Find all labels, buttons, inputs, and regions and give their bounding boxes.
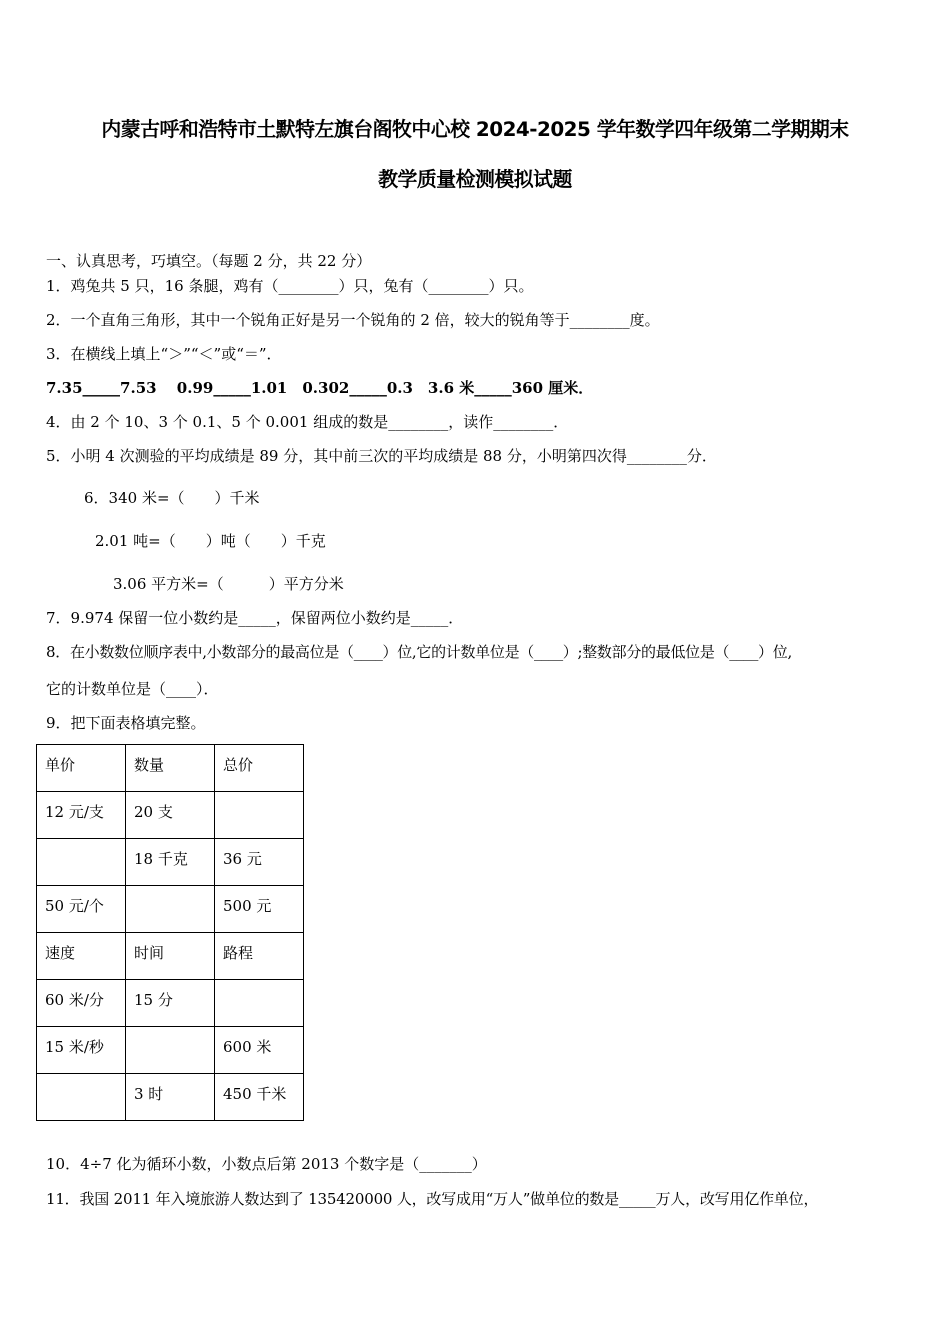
table-cell: 15 分: [126, 980, 215, 1027]
table-cell: 路程: [215, 933, 304, 980]
table-cell: 总价: [215, 745, 304, 792]
table-cell: [126, 886, 215, 933]
question-11: 11．我国 2011 年入境旅游人数达到了 135420000 人，改写成用“万人”做单位的数是_____万人，改写用亿作单位，: [46, 1190, 819, 1208]
table-cell: 3 时: [126, 1074, 215, 1121]
table-cell: 50 元/个: [37, 886, 126, 933]
table-cell: 12 元/支: [37, 792, 126, 839]
question-3-items: 7.35_____7.53 0.99_____1.01 0.302_____0.3 3.6 米_____360 厘米．: [46, 379, 594, 397]
question-1: 1．鸡兔共 5 只，16 条腿，鸡有（________）只，兔有（________）只。: [46, 277, 534, 295]
table-row: [37, 792, 304, 839]
question-2: 2．一个直角三角形，其中一个锐角正好是另一个锐角的 2 倍，较大的锐角等于________度。: [46, 311, 660, 329]
table-cell: [215, 792, 304, 839]
table-cell: 单价: [37, 745, 126, 792]
table-cell: [215, 980, 304, 1027]
table-cell: [126, 1027, 215, 1074]
doc-title-line1: 内蒙古呼和浩特市土默特左旗台阁牧中心校 2024-2025 学年数学四年级第二学期期末: [101, 118, 849, 141]
table-cell: [37, 1074, 126, 1121]
question-3: 3．在横线上填上“＞”“＜”或“＝”．: [46, 345, 282, 363]
table-row: [37, 886, 304, 933]
section-heading: 一、认真思考，巧填空。（每题 2 分，共 22 分）: [46, 252, 372, 270]
question-7: 7．9.974 保留一位小数约是_____，保留两位小数约是_____．: [46, 609, 464, 627]
fill-in-table: [36, 744, 304, 1121]
table-row: [37, 745, 304, 792]
question-4: 4．由 2 个 10、3 个 0.1、5 个 0.001 组成的数是________，读作________．: [46, 413, 569, 431]
table-cell: 18 千克: [126, 839, 215, 886]
question-8-line2: 它的计数单位是（____）．: [46, 680, 219, 698]
table-row: [37, 933, 304, 980]
table-row: [37, 1027, 304, 1074]
question-10: 10．4÷7 化为循环小数，小数点后第 2013 个数字是（_______）: [46, 1155, 487, 1173]
table-cell: 450 千米: [215, 1074, 304, 1121]
table-cell: 500 元: [215, 886, 304, 933]
question-9: 9．把下面表格填完整。: [46, 714, 206, 732]
table-cell: 数量: [126, 745, 215, 792]
table-cell: [37, 839, 126, 886]
table-cell: 15 米/秒: [37, 1027, 126, 1074]
question-6b: 2.01 吨=（ ）吨（ ）千克: [95, 532, 326, 550]
table-cell: 36 元: [215, 839, 304, 886]
table-row: [37, 1074, 304, 1121]
doc-title-line2: 教学质量检测模拟试题: [378, 168, 572, 191]
question-6c: 3.06 平方米=（ ）平方分米: [113, 575, 344, 593]
table-cell: 60 米/分: [37, 980, 126, 1027]
table-row: [37, 980, 304, 1027]
question-5: 5．小明 4 次测验的平均成绩是 89 分，其中前三次的平均成绩是 88 分，小明第四次得________分．: [46, 447, 717, 465]
table-cell: 20 支: [126, 792, 215, 839]
table-row: [37, 839, 304, 886]
question-8-line1: 8．在小数数位顺序表中,小数部分的最高位是（____）位,它的计数单位是（____）;整数部分的最低位是（____）位,: [46, 643, 792, 661]
table-cell: 600 米: [215, 1027, 304, 1074]
table-cell: 速度: [37, 933, 126, 980]
question-6a: 6．340 米=（ ）千米: [84, 489, 260, 507]
table-cell: 时间: [126, 933, 215, 980]
